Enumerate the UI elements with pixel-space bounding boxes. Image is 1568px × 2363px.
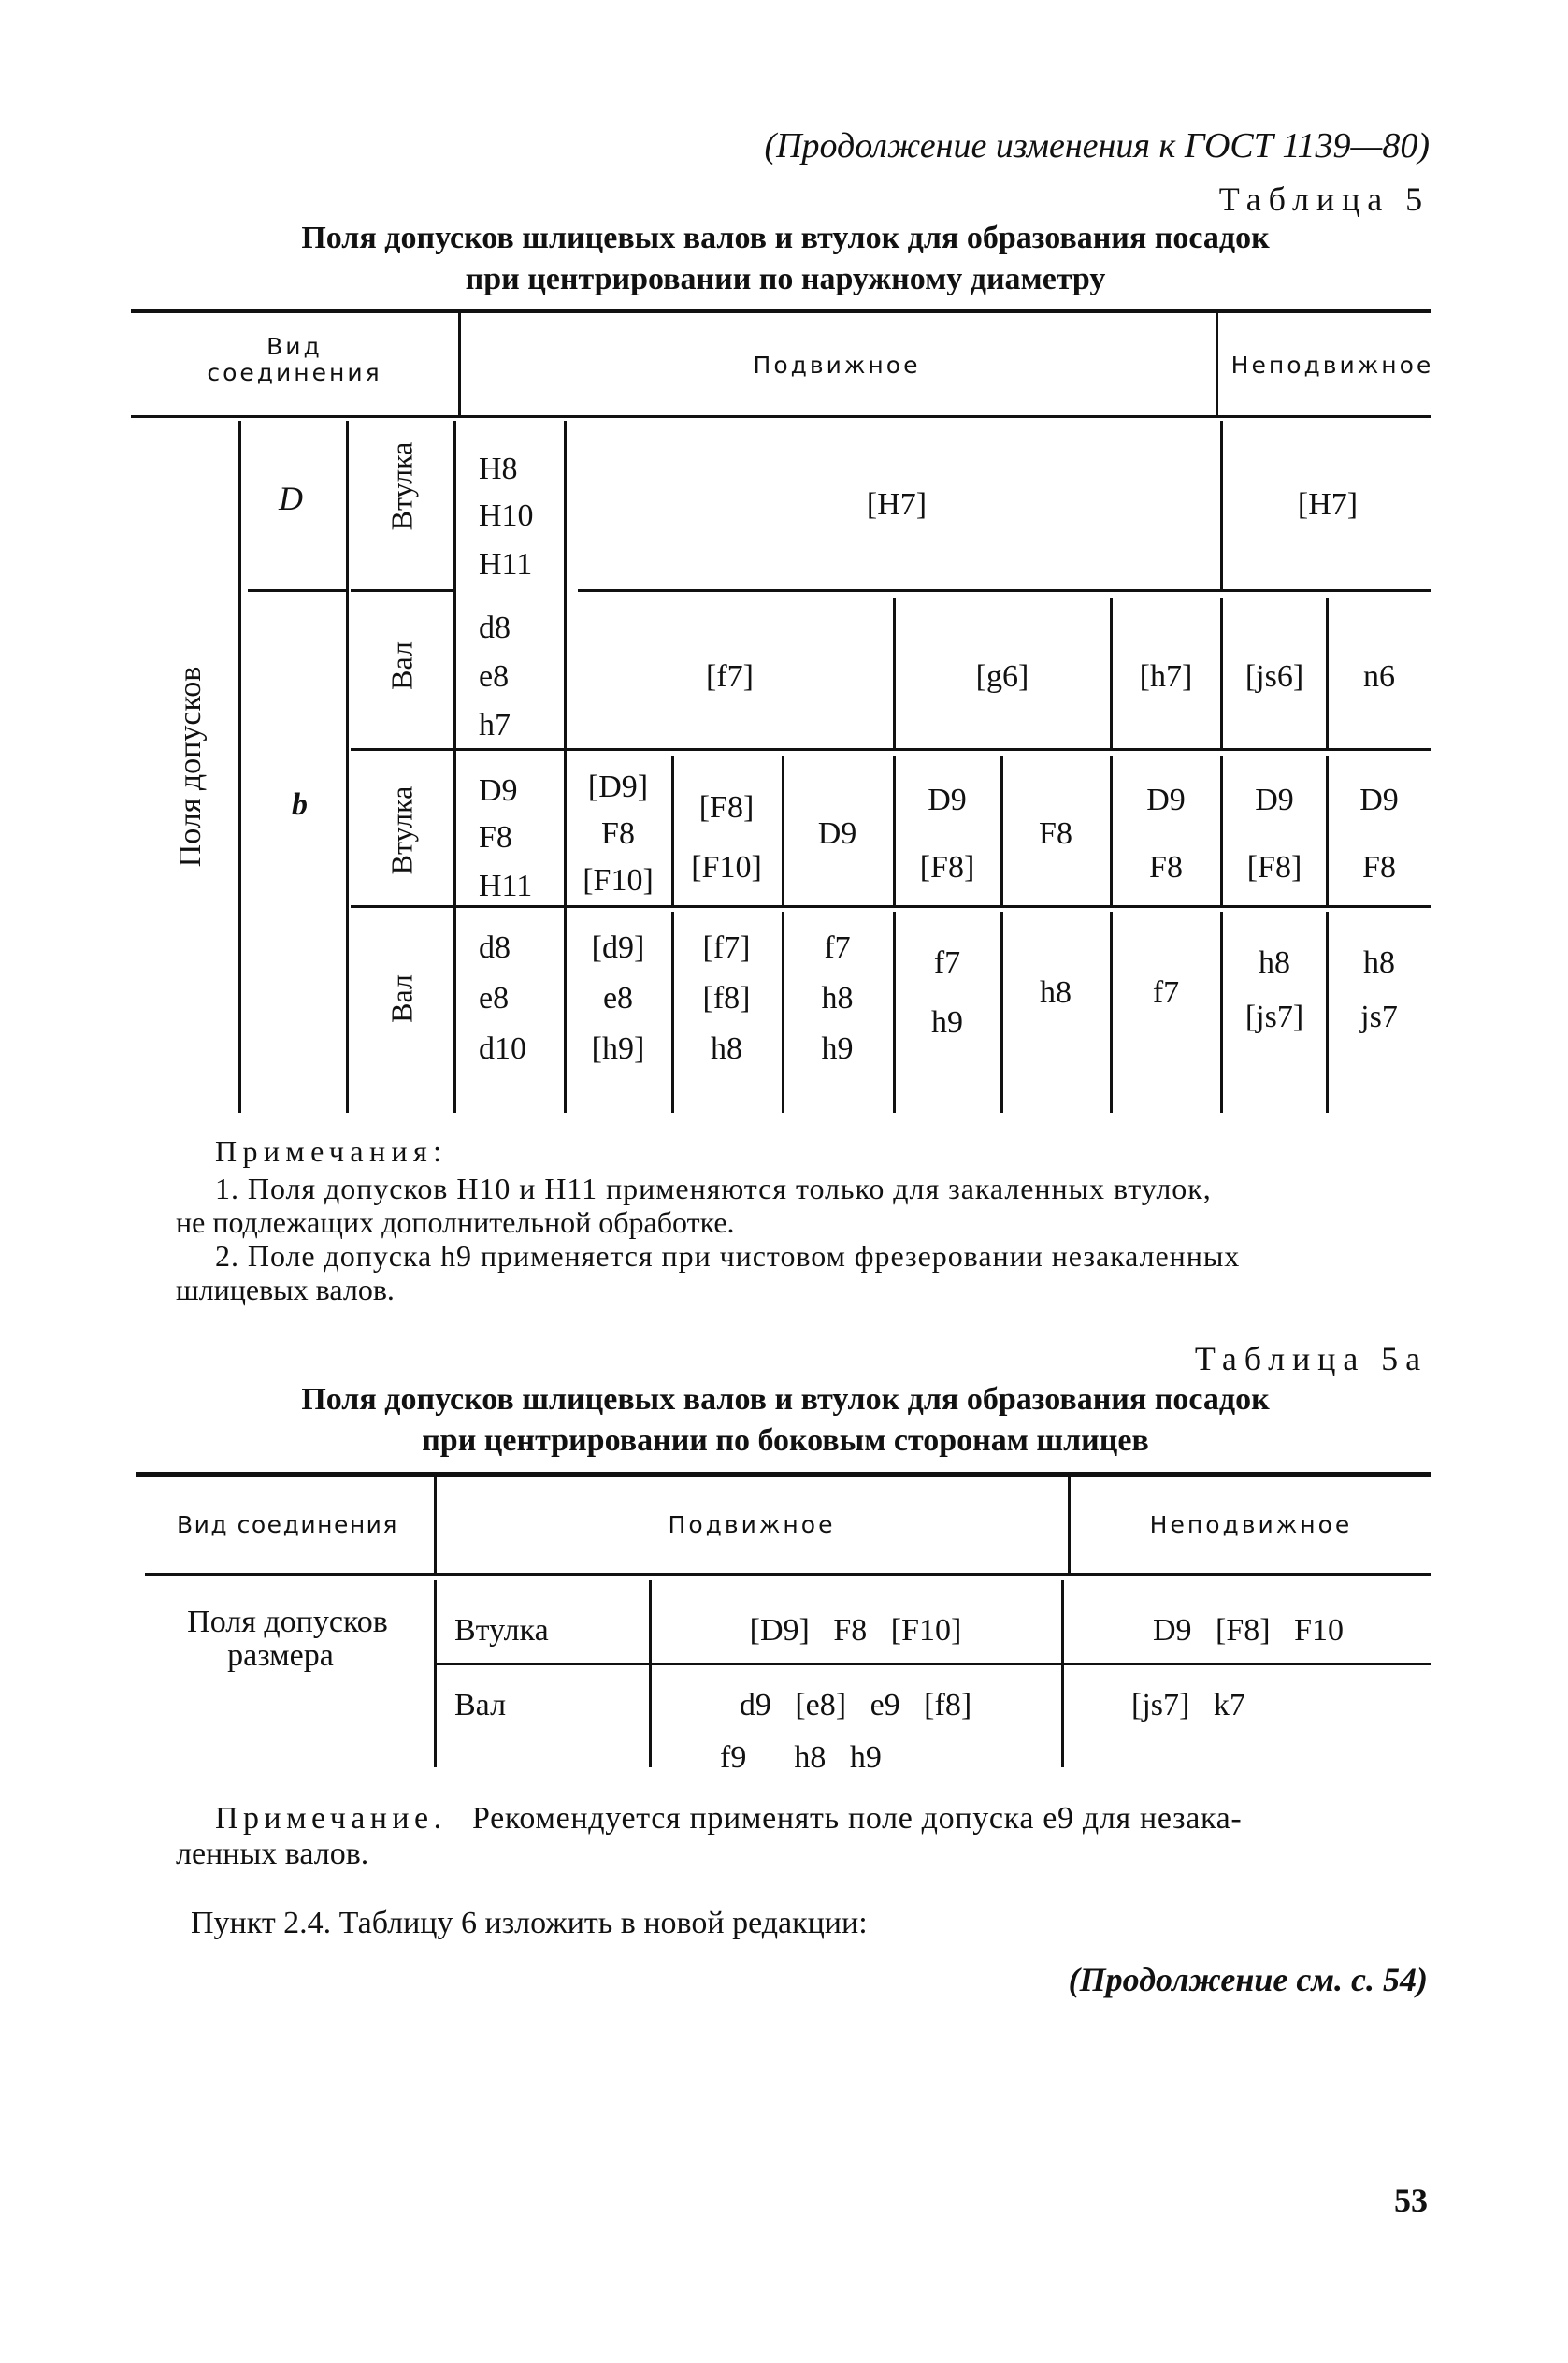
table5a-vline-head1 <box>434 1476 437 1573</box>
table5a-val: Вал <box>454 1688 507 1722</box>
table5-top-rule <box>131 309 1431 313</box>
table5a-val-movable-line2: f9 h8 h9 <box>720 1740 882 1775</box>
t5-r4-c7-1: [js7] <box>1244 1000 1304 1034</box>
t5-r3-base-2: H11 <box>479 869 533 903</box>
t5-r3-base-1: F8 <box>479 820 512 855</box>
table5-head-movable: Подвижное <box>753 352 921 379</box>
t5-r2-base-0: d8 <box>479 611 511 645</box>
notes5-note2-line1: 2. Поле допуска h9 применяется при чистовом фрезеровании незакаленных <box>215 1239 1241 1273</box>
table5a-head-fixed: Неподвижное <box>1149 1511 1353 1538</box>
table5a-vtulka: Втулка <box>454 1613 549 1648</box>
t5-r4-c1-2: [h9] <box>591 1031 645 1066</box>
table5-head-vid-line1: Вид <box>266 333 323 360</box>
table5a-top-rule <box>136 1472 1431 1477</box>
table5-vline-head1 <box>458 311 461 416</box>
t5-r3-c6-0: D9 <box>1146 783 1186 817</box>
table5-val-1: Вал <box>384 641 419 690</box>
t5-r3-c4-0: D9 <box>928 783 967 817</box>
table5a-vline-head2 <box>1068 1476 1071 1573</box>
table5-head-fixed: Неподвижное <box>1230 352 1434 379</box>
table5a-vtulka-movable: [D9] F8 [F10] <box>749 1613 962 1648</box>
t5-r2-base-1: e8 <box>479 659 510 694</box>
t5-r2-f7: [f7] <box>706 659 754 694</box>
t5-r4-c4-1: h9 <box>931 1005 963 1040</box>
t5-r4-c2-0: [f7] <box>702 930 751 965</box>
table5-vline-head2 <box>1216 311 1218 416</box>
table5a-val-fixed: [js7] k7 <box>1131 1688 1245 1722</box>
notes5-note1-line1: 1. Поля допусков H10 и H11 применяются только для закаленных втулок, <box>215 1172 1212 1205</box>
t5-r3-c3: D9 <box>817 816 857 851</box>
table5-label-b: b <box>292 787 308 822</box>
table5-number: Таблица 5 <box>1218 180 1430 218</box>
t5-r1-fixed: [H7] <box>1297 487 1359 522</box>
table5a-head-vid: Вид соединения <box>177 1511 398 1538</box>
t5-r3-c4-1: [F8] <box>919 850 975 885</box>
t5-r3-c5: F8 <box>1039 816 1072 851</box>
t5-r4-c6: f7 <box>1152 975 1180 1010</box>
table5-title-line1: Поля допусков шлицевых валов и втулок для образования посадок <box>301 221 1270 255</box>
t5-r4-c1-0: [d9] <box>591 930 645 965</box>
t5-r4-c7-0: h8 <box>1259 945 1290 980</box>
table5-title-line2: при центрировании по наружному диаметру <box>465 262 1106 296</box>
t5-r4-base-1: e8 <box>479 981 510 1016</box>
t5-r3-c8-0: D9 <box>1359 783 1399 817</box>
notes5-heading: Примечания: <box>215 1134 448 1168</box>
t5-r3-c2-1: [F10] <box>691 850 762 885</box>
table5a-row-label-line2: размера <box>227 1638 334 1673</box>
t5-r3-c7-1: [F8] <box>1246 850 1302 885</box>
t5-r4-c3-0: f7 <box>824 930 851 965</box>
note5a-text-line2: ленных валов. <box>176 1837 369 1871</box>
table5-vtulka-1: Втулка <box>384 441 419 531</box>
table5-vline-Db <box>346 421 349 1113</box>
table5-rule-row1 <box>578 589 1431 592</box>
continuation-header: (Продолжение изменения к ГОСТ 1139—80) <box>764 126 1430 166</box>
table5-side-label: Поля допусков <box>173 666 208 868</box>
table5-vtulka-2: Втулка <box>384 785 419 875</box>
t5-r4-c8-0: h8 <box>1363 945 1395 980</box>
notes5-note2-line2: шлицевых валов. <box>176 1273 395 1306</box>
t5-r3-c8-1: F8 <box>1362 850 1396 885</box>
table5-vline-row1 <box>1220 421 1223 589</box>
table5a-vline-body3 <box>1061 1580 1064 1767</box>
table5a-head-movable: Подвижное <box>668 1511 836 1538</box>
table5a-row-label-line1: Поля допусков <box>187 1605 388 1639</box>
t5-r3-base-0: D9 <box>479 773 518 808</box>
table5-vline-side <box>238 421 241 1113</box>
t5-r3-c1-1: F8 <box>601 816 635 851</box>
t5-r4-c1-1: e8 <box>602 981 634 1016</box>
t5-r3-c6-1: F8 <box>1149 850 1183 885</box>
t5-r3-c1-2: [F10] <box>583 863 654 898</box>
table5-rule-row1-a <box>351 589 453 592</box>
page-number: 53 <box>1394 2182 1428 2219</box>
t5-r2-n6: n6 <box>1363 659 1395 694</box>
table5a-number: Таблица 5а <box>1194 1340 1428 1377</box>
table5a-val-movable-line1: d9 [e8] e9 [f8] <box>739 1688 972 1722</box>
t5-r2-h7: [h7] <box>1139 659 1193 694</box>
t5-r1-movable: [H7] <box>866 487 928 522</box>
t5-r4-base-0: d8 <box>479 930 511 965</box>
table5-rule-D <box>248 589 346 592</box>
paragraph-punkt: Пункт 2.4. Таблицу 6 изложить в новой редакции: <box>191 1906 868 1940</box>
table5-head-vid-line2: соединения <box>207 359 382 386</box>
t5-r1-base-0: H8 <box>479 452 518 486</box>
t5-r4-c4-0: f7 <box>933 945 961 980</box>
table5-vline-part <box>453 421 456 1113</box>
t5-r4-c5: h8 <box>1040 975 1072 1010</box>
table5a-head-rule <box>145 1573 1431 1576</box>
table5a-mid-rule <box>434 1663 1431 1665</box>
t5-r3-c1-0: [D9] <box>587 770 649 804</box>
continuation-footer: (Продолжение см. с. 54) <box>1068 1961 1428 1998</box>
table5-val-2: Вал <box>384 974 419 1023</box>
t5-r3-c7-0: D9 <box>1255 783 1294 817</box>
table5-head-rule <box>131 415 1431 418</box>
note5a-text-line1: Рекомендуется применять поле допуска e9 для незака- <box>472 1801 1243 1836</box>
t5-r1-base-2: H11 <box>479 547 533 582</box>
t5-r2-js6: [js6] <box>1244 659 1304 694</box>
t5-r2-g6: [g6] <box>975 659 1029 694</box>
t5-r1-base-1: H10 <box>479 498 534 533</box>
t5-r2-base-2: h7 <box>479 708 511 742</box>
t5-r4-c8-1: js7 <box>1360 1000 1398 1034</box>
table5a-vline-body1 <box>434 1580 437 1767</box>
t5-r4-c2-2: h8 <box>711 1031 742 1066</box>
t5-r4-c3-1: h8 <box>821 981 854 1016</box>
table5-rule-row2 <box>351 748 1431 751</box>
table5a-vtulka-fixed: D9 [F8] F10 <box>1152 1613 1345 1648</box>
table5a-vline-body2 <box>649 1580 652 1767</box>
note5a-label: Примечание. <box>215 1801 447 1836</box>
table5a-title-line1: Поля допусков шлицевых валов и втулок для образования посадок <box>301 1382 1270 1417</box>
t5-r4-c3-2: h9 <box>821 1031 854 1066</box>
table5-label-D: D <box>279 480 303 517</box>
t5-r4-c2-1: [f8] <box>702 981 751 1016</box>
table5a-title-line2: при центрировании по боковым сторонам шлицев <box>422 1423 1149 1458</box>
notes5-note1-line2: не подлежащих дополнительной обработке. <box>176 1205 735 1239</box>
t5-r3-c2-0: [F8] <box>698 790 755 825</box>
t5-r4-base-2: d10 <box>479 1031 526 1066</box>
